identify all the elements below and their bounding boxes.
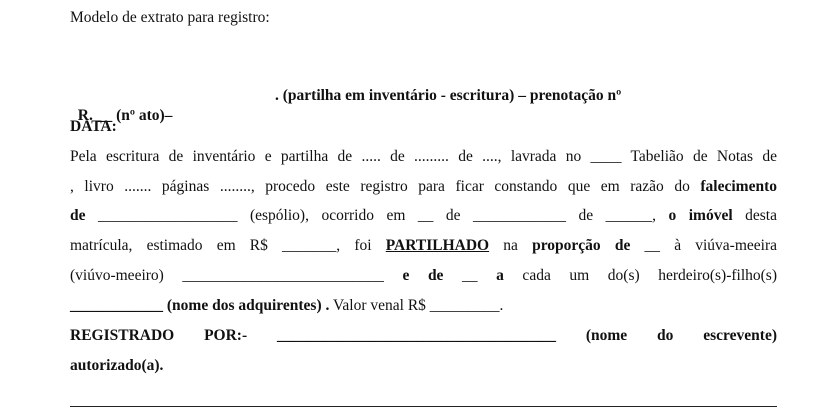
registered-line: REGISTRADO POR:- ____________________________________ (nome do escrevente) — [70, 327, 777, 344]
paragraph-line-2: , livro ....... páginas ........, procedo este registro para ficar constando que em razão do falecimento — [70, 178, 777, 195]
bottom-rule — [70, 406, 777, 407]
partilhado-text: PARTILHADO — [385, 237, 490, 254]
authorized-line: autorizado(a). — [70, 357, 164, 374]
paragraph-line-6: ____________ (nome dos adquirentes) . Valor venal R$ _________. — [70, 297, 504, 314]
paragraph-line-5: (viúvo-meeiro) __________________________ e de __ a cada um do(s) herdeiro(s)-filho(s) — [70, 267, 778, 284]
date-label: DATA: — [70, 118, 117, 135]
record-suffix: . (partilha em inventário - escritura) – prenotação nº — [275, 87, 622, 104]
record-line — [70, 86, 777, 146]
paragraph-line-3: de __________________ (espólio), ocorrido em __ de ____________ de ______, o imóvel desta — [70, 207, 777, 224]
falecimento-text: falecimento — [700, 178, 777, 195]
paragraph-line-1: Pela escritura de inventário e partilha de ..... de ......... de ...., lavrada no ____ Tabelião de Notas de — [70, 148, 777, 165]
heading: Modelo de extrato para registro: — [70, 9, 270, 26]
record-prefix: R. __ (nº ato)– — [77, 107, 173, 124]
paragraph-line-4: matrícula, estimado em R$ _______, foi PARTILHADO na proporção de __ à viúva-meeira — [70, 237, 778, 254]
